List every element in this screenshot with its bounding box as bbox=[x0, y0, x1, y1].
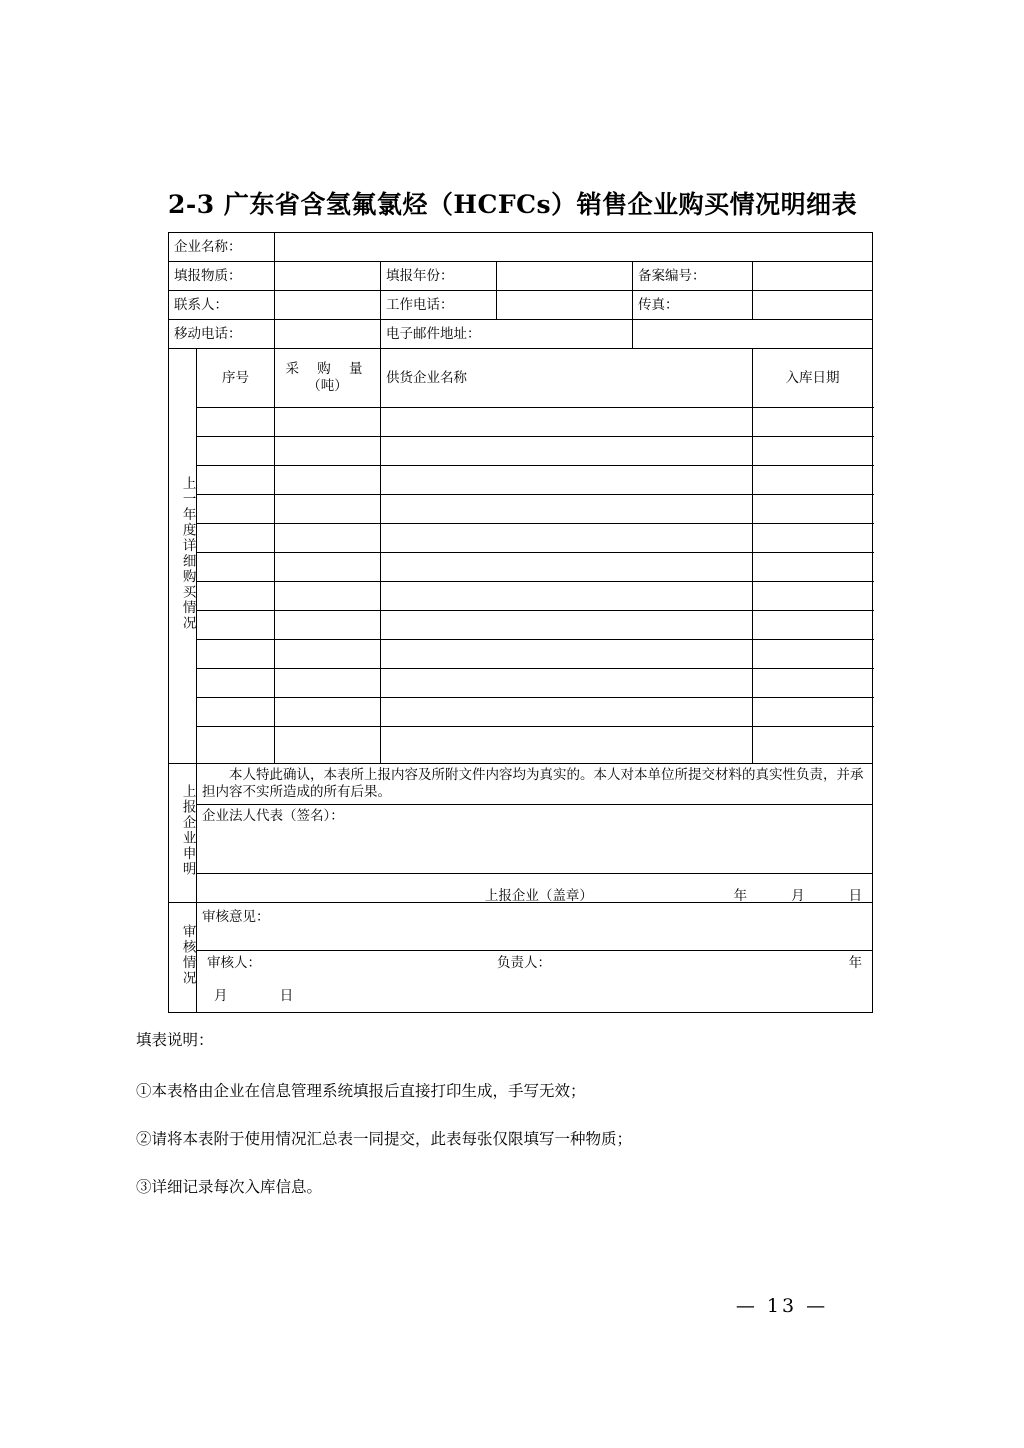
table-row bbox=[169, 553, 873, 582]
audit-year: 年 bbox=[848, 954, 863, 971]
cell-seq[interactable] bbox=[197, 437, 275, 466]
responsible-label[interactable]: 负责人： bbox=[497, 954, 551, 971]
audit-opinion-field[interactable]: 审核意见： bbox=[197, 902, 873, 950]
audit-people-row bbox=[197, 950, 873, 981]
table-row bbox=[169, 582, 873, 611]
cell-seq[interactable] bbox=[197, 669, 275, 698]
note-item-2: ②请将本表附于使用情况汇总表一同提交，此表每张仅限填写一种物质； bbox=[136, 1129, 633, 1148]
cell-supplier[interactable] bbox=[381, 698, 753, 727]
auditor-label[interactable]: 审核人： bbox=[207, 954, 261, 971]
cell-date[interactable] bbox=[753, 495, 873, 524]
table-row bbox=[169, 408, 873, 437]
table-row bbox=[169, 611, 873, 640]
header-warehouse-date: 入库日期 bbox=[753, 349, 873, 408]
audit-day: 日 bbox=[279, 987, 294, 1004]
cell-date[interactable] bbox=[753, 437, 873, 466]
notes-heading: 填表说明： bbox=[136, 1031, 214, 1049]
cell-supplier[interactable] bbox=[381, 611, 753, 640]
page-number: — 13 — bbox=[735, 1295, 829, 1317]
stamp-month: 月 bbox=[791, 887, 805, 904]
table-row-audit-opinion bbox=[169, 902, 873, 950]
cell-supplier[interactable] bbox=[381, 495, 753, 524]
cell-supplier[interactable] bbox=[381, 553, 753, 582]
label-fax: 传真： bbox=[633, 291, 753, 320]
cell-amount[interactable] bbox=[275, 640, 381, 669]
cell-date[interactable] bbox=[753, 640, 873, 669]
cell-date[interactable] bbox=[753, 611, 873, 640]
table-row-mobile-email bbox=[169, 320, 873, 349]
audit-date-row bbox=[197, 981, 873, 1012]
cell-amount[interactable] bbox=[275, 437, 381, 466]
field-email[interactable] bbox=[633, 320, 873, 349]
label-email: 电子邮件地址： bbox=[381, 320, 633, 349]
cell-seq[interactable] bbox=[197, 727, 275, 764]
table-row-substance bbox=[169, 262, 873, 291]
stamp-year: 年 bbox=[733, 887, 748, 904]
cell-seq[interactable] bbox=[197, 495, 275, 524]
header-amount: 采 购 量 （吨） bbox=[275, 349, 381, 408]
cell-amount[interactable] bbox=[275, 495, 381, 524]
section-label-declaration: 上报企业申明 bbox=[169, 764, 197, 903]
table-row-stamp bbox=[169, 873, 873, 902]
page-title: 2-3 广东省含氢氟氯烃（HCFCs）销售企业购买情况明细表 bbox=[168, 190, 858, 219]
stamp-day: 日 bbox=[848, 887, 863, 904]
table-row-legal-rep bbox=[169, 804, 873, 873]
cell-supplier[interactable] bbox=[381, 437, 753, 466]
form-table bbox=[168, 232, 873, 1013]
table-row bbox=[169, 495, 873, 524]
cell-amount[interactable] bbox=[275, 582, 381, 611]
cell-amount[interactable] bbox=[275, 698, 381, 727]
table-row bbox=[169, 524, 873, 553]
cell-seq[interactable] bbox=[197, 524, 275, 553]
label-contact-person: 联系人： bbox=[169, 291, 275, 320]
header-supplier: 供货企业名称 bbox=[381, 349, 753, 408]
cell-supplier[interactable] bbox=[381, 640, 753, 669]
cell-amount[interactable] bbox=[275, 727, 381, 764]
cell-supplier[interactable] bbox=[381, 524, 753, 553]
label-report-year: 填报年份： bbox=[381, 262, 497, 291]
cell-amount[interactable] bbox=[275, 524, 381, 553]
cell-seq[interactable] bbox=[197, 466, 275, 495]
note-item-3: ③详细记录每次入库信息。 bbox=[136, 1177, 323, 1196]
field-record-number[interactable] bbox=[753, 262, 873, 291]
stamp-label: 上报企业（盖章） bbox=[484, 887, 593, 904]
field-work-phone[interactable] bbox=[497, 291, 633, 320]
table-row bbox=[169, 698, 873, 727]
cell-date[interactable] bbox=[753, 408, 873, 437]
table-row-audit-people bbox=[169, 950, 873, 981]
cell-date[interactable] bbox=[753, 669, 873, 698]
declaration-text: 本人特此确认，本表所上报内容及所附文件内容均为真实的。本人对本单位所提交材料的真实性负责，并承担内容不实所造成的所有后果。 bbox=[197, 764, 873, 805]
cell-seq[interactable] bbox=[197, 640, 275, 669]
cell-seq[interactable] bbox=[197, 408, 275, 437]
cell-seq[interactable] bbox=[197, 582, 275, 611]
field-mobile-phone[interactable] bbox=[275, 320, 381, 349]
table-row bbox=[169, 727, 873, 764]
label-company-name: 企业名称： bbox=[169, 233, 275, 262]
table-row bbox=[169, 466, 873, 495]
table-row bbox=[169, 640, 873, 669]
cell-amount[interactable] bbox=[275, 553, 381, 582]
legal-rep-signature-field[interactable]: 企业法人代表（签名）： bbox=[197, 804, 873, 873]
table-row-audit-date bbox=[169, 981, 873, 1012]
audit-month: 月 bbox=[214, 987, 228, 1004]
cell-date[interactable] bbox=[753, 553, 873, 582]
cell-supplier[interactable] bbox=[381, 727, 753, 764]
section-label-purchase-detail: 上一年度详细购买情况 bbox=[169, 349, 197, 764]
field-fax[interactable] bbox=[753, 291, 873, 320]
cell-supplier[interactable] bbox=[381, 466, 753, 495]
cell-date[interactable] bbox=[753, 466, 873, 495]
label-substance: 填报物质： bbox=[169, 262, 275, 291]
cell-seq[interactable] bbox=[197, 553, 275, 582]
cell-amount[interactable] bbox=[275, 611, 381, 640]
field-contact-person[interactable] bbox=[275, 291, 381, 320]
stamp-date[interactable] bbox=[690, 888, 863, 905]
cell-supplier[interactable] bbox=[381, 582, 753, 611]
label-mobile-phone: 移动电话： bbox=[169, 320, 275, 349]
cell-seq[interactable] bbox=[197, 611, 275, 640]
note-item-1: ①本表格由企业在信息管理系统填报后直接打印生成，手写无效； bbox=[136, 1081, 586, 1100]
cell-date[interactable] bbox=[753, 698, 873, 727]
cell-supplier[interactable] bbox=[381, 669, 753, 698]
notes-section bbox=[136, 1030, 936, 1225]
table-row-data-header bbox=[169, 349, 873, 408]
cell-date[interactable] bbox=[753, 727, 873, 764]
cell-date[interactable] bbox=[753, 524, 873, 553]
cell-amount[interactable] bbox=[275, 408, 381, 437]
cell-amount[interactable] bbox=[275, 466, 381, 495]
cell-seq[interactable] bbox=[197, 698, 275, 727]
header-seq: 序号 bbox=[197, 349, 275, 408]
cell-amount[interactable] bbox=[275, 669, 381, 698]
cell-date[interactable] bbox=[753, 582, 873, 611]
table-row-contact bbox=[169, 291, 873, 320]
table-row-declaration bbox=[169, 764, 873, 805]
field-report-year[interactable] bbox=[497, 262, 633, 291]
field-company-name[interactable] bbox=[275, 233, 873, 262]
label-work-phone: 工作电话： bbox=[381, 291, 497, 320]
field-substance[interactable] bbox=[275, 262, 381, 291]
table-row-company-name bbox=[169, 233, 873, 262]
section-label-audit: 审核情况 bbox=[169, 902, 197, 1012]
label-record-number: 备案编号： bbox=[633, 262, 753, 291]
stamp-row bbox=[197, 873, 873, 902]
cell-supplier[interactable] bbox=[381, 408, 753, 437]
table-row bbox=[169, 669, 873, 698]
table-row bbox=[169, 437, 873, 466]
